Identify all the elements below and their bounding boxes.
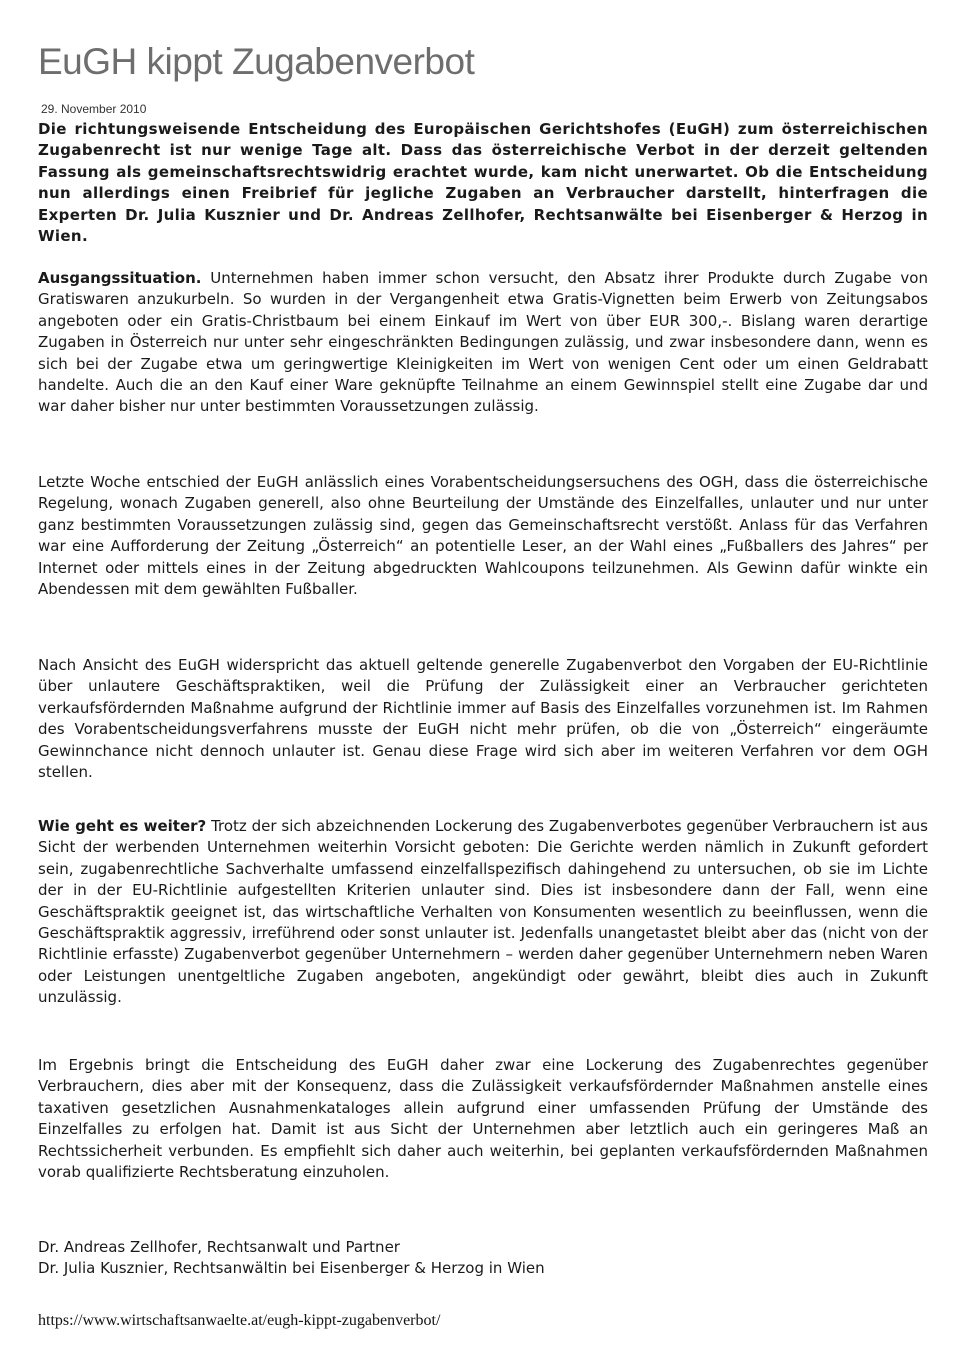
paragraph-text: Unternehmen haben immer schon versucht, den Absatz ihrer Produkte durch Zugabe von Gratiswaren anzukurbeln. So wurden in der Vergangenheit etwa Gratis-Vignetten beim Erwerb von Zeitungsabos angeboten oder ein Gratis-Christbaum bei einem Einkauf im Wert von über EUR 300,-. Bislang waren derartige Zugaben in Österreich nur unter sehr eingeschränkten Bedingungen zulässig, und zwar insbesondere dann, wenn es sich bei der Zugabe etwa um geringwertige Kleinigkeiten im Wert von wenigen Cent oder um einen Geldrabatt handelte. Auch die an den Kauf einer Ware geknüpfte Teilnahme an einem Gewinnspiel stellt eine Zugabe dar und war daher bisher nur unter bestimmten Voraussetzungen zulässig. [38, 269, 928, 416]
signature-line: Dr. Julia Kusznier, Rechtsanwältin bei Eisenberger & Herzog in Wien [38, 1259, 545, 1278]
paragraph-text: Trotz der sich abzeichnenden Lockerung des Zugabenverbotes gegenüber Verbrauchern ist aus Sicht der werbenden Unternehmen weiterhin Vorsicht geboten: Die Gerichte werden nämlich in Zukunft gefordert sein, zugabenrechtliche Sachverhalte umfassend einzelfallspezifisch dahingehend zu untersuchen, ob sie im Lichte der in der EU-Richtlinie aufgestellten Kriterien unlauter sind. Dies ist insbesondere dann der Fall, wenn eine Geschäftspraktik geeignet ist, das wirtschaftliche Verhalten von Konsumenten wesentlich zu beeinflussen, wenn die Geschäftspraktik aggressiv, irreführend oder sonst unlauter ist. Jedenfalls unangetastet bleibt aber das (nicht von der Richtlinie erfasste) Zugabenverbot gegenüber Unternehmern – werden daher gegenüber Unternehmern neben Waren oder Leistungen unentgeltliche Zugaben angeboten, angekündigt oder gewährt, bleibt dies auch in Zukunft unzulässig. [38, 817, 928, 1007]
paragraph-heading: Ausgangssituation. [38, 269, 202, 287]
author-signature [38, 1237, 928, 1280]
article-date: 29. November 2010 [41, 102, 147, 116]
paragraph-wie-geht-es-weiter [38, 816, 928, 1009]
paragraph-conclusion: Im Ergebnis bringt die Entscheidung des EuGH daher zwar eine Lockerung des Zugabenrechtes gegenüber Verbrauchern, dies aber mit der Konsequenz, dass die Zulässigkeit verkaufsfördernder Maßnahmen anstelle eines taxativen gesetzlichen Ausnahmenkataloges allein aufgrund einer umfassenden Prüfung der Umstände des Einzelfalles zu erfolgen hat. Damit ist aus Sicht der Unternehmen aber letztlich auch ein geringeres Maß an Rechtssicherheit verbunden. Es empfiehlt sich daher auch weiterhin, bei geplanten verkaufsfördernden Maßnahmen vorab qualifizierte Rechtsberatung einzuholen. [38, 1056, 928, 1182]
article-lead: Die richtungsweisende Entscheidung des Europäischen Gerichtshofes (EuGH) zum österreichischen Zugabenrecht ist nur wenige Tage alt. Dass das österreichische Verbot in der derzeit geltenden Fassung als gemeinschaftsrechtswidrig erachtet wurde, kam nicht unerwartet. Ob die Entscheidung nun allerdings einen Freibrief für jegliche Zugaben an Verbraucher darstellt, hinterfragen die Experten Dr. Julia Kusznier und Dr. Andreas Zellhofer, Rechtsanwälte bei Eisenberger & Herzog in Wien. [38, 120, 928, 246]
paragraph-ausgangssituation [38, 268, 928, 418]
paragraph-eugh-opinion: Nach Ansicht des EuGH widerspricht das aktuell geltende generelle Zugabenverbot den Vorgaben der EU-Richtlinie über unlautere Geschäftspraktiken, weil die Prüfung der Zulässigkeit einer an Verbraucher gerichteten verkaufsfördernden Maßnahme aufgrund der Richtlinie immer auf Basis des Einzelfalles vorzunehmen ist. Im Rahmen des Vorabentscheidungsverfahrens musste der EuGH nicht mehr prüfen, ob die von „Österreich“ eingeräumte Gewinnchance nicht dennoch unlauter ist. Genau diese Frage wird sich aber im weiteren Verfahren vor dem OGH stellen. [38, 656, 928, 782]
paragraph-heading: Wie geht es weiter? [38, 817, 207, 835]
source-url: https://www.wirtschaftsanwaelte.at/eugh-kippt-zugabenverbot/ [38, 1312, 441, 1329]
article-title: EuGH kippt Zugabenverbot [38, 41, 475, 82]
paragraph-eugh-decision: Letzte Woche entschied der EuGH anlässlich eines Vorabentscheidungsersuchens des OGH, dass die österreichische Regelung, wonach Zugaben generell, also ohne Beurteilung der Umstände des Einzelfalles, unlauter und nur unter ganz bestimmten Voraussetzungen zulässig sind, gegen das Gemeinschaftsrecht verstößt. Anlass für das Verfahren war eine Aufforderung der Zeitung „Österreich“ an potentielle Leser, an der Wahl eines „Fußballers des Jahres“ per Internet oder mittels eines in der Zeitung abgedruckten Wahlcoupons teilzunehmen. Als Gewinn dafür winkte ein Abendessen mit dem gewählten Fußballer. [38, 473, 928, 599]
signature-line: Dr. Andreas Zellhofer, Rechtsanwalt und Partner [38, 1238, 400, 1256]
